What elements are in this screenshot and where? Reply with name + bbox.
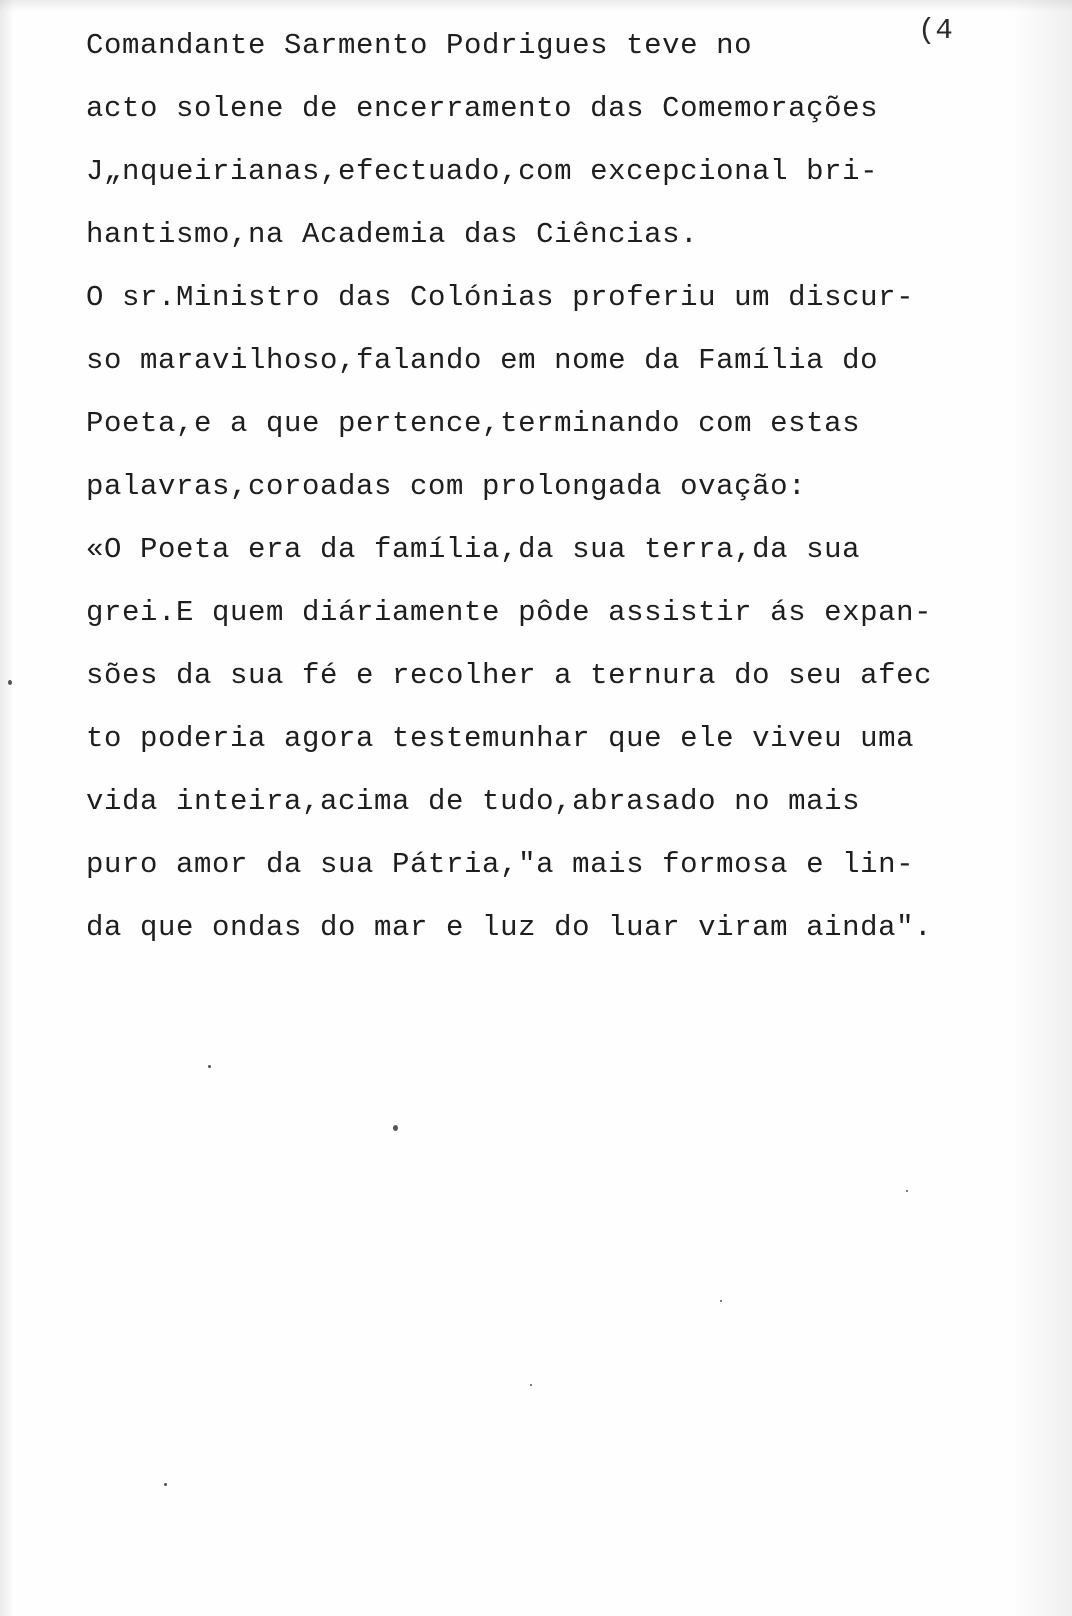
text-line: grei.E quem diáriamente pôde assistir ás expan- xyxy=(86,596,933,629)
scan-edge-left xyxy=(0,0,14,1616)
scan-speck xyxy=(720,1300,722,1302)
text-line: to poderia agora testemunhar que ele viveu uma xyxy=(86,722,915,755)
text-line: «O Poeta era da família,da sua terra,da sua xyxy=(86,533,861,566)
page-number: (4 xyxy=(918,14,953,47)
scan-speck xyxy=(164,1483,167,1486)
text-line: da que ondas do mar e luz do luar viram ainda". xyxy=(86,911,933,944)
text-line: J„nqueirianas,efectuado,com excepcional bri- xyxy=(86,155,879,188)
scan-edge-top xyxy=(0,0,1072,12)
scan-speck xyxy=(393,1125,398,1131)
text-line: Comandante Sarmento Podrigues teve no xyxy=(86,29,753,62)
scan-speck xyxy=(208,1065,211,1068)
scan-speck xyxy=(906,1190,908,1192)
scan-speck xyxy=(530,1384,532,1386)
text-line: so maravilhoso,falando em nome da Família do xyxy=(86,344,879,377)
typewritten-text xyxy=(86,14,1046,959)
text-line: hantismo,na Academia das Ciências. xyxy=(86,218,699,251)
text-line: Poeta,e a que pertence,terminando com estas xyxy=(86,407,861,440)
text-line: acto solene de encerramento das Comemorações xyxy=(86,92,879,125)
text-line: O sr.Ministro das Colónias proferiu um discur- xyxy=(86,281,915,314)
text-line: vida inteira,acima de tudo,abrasado no mais xyxy=(86,785,861,818)
scan-speck xyxy=(8,680,12,685)
text-line: puro amor da sua Pátria,"a mais formosa e lin- xyxy=(86,848,915,881)
text-line: sões da sua fé e recolher a ternura do seu afec xyxy=(86,659,933,692)
text-line: palavras,coroadas com prolongada ovação: xyxy=(86,470,807,503)
